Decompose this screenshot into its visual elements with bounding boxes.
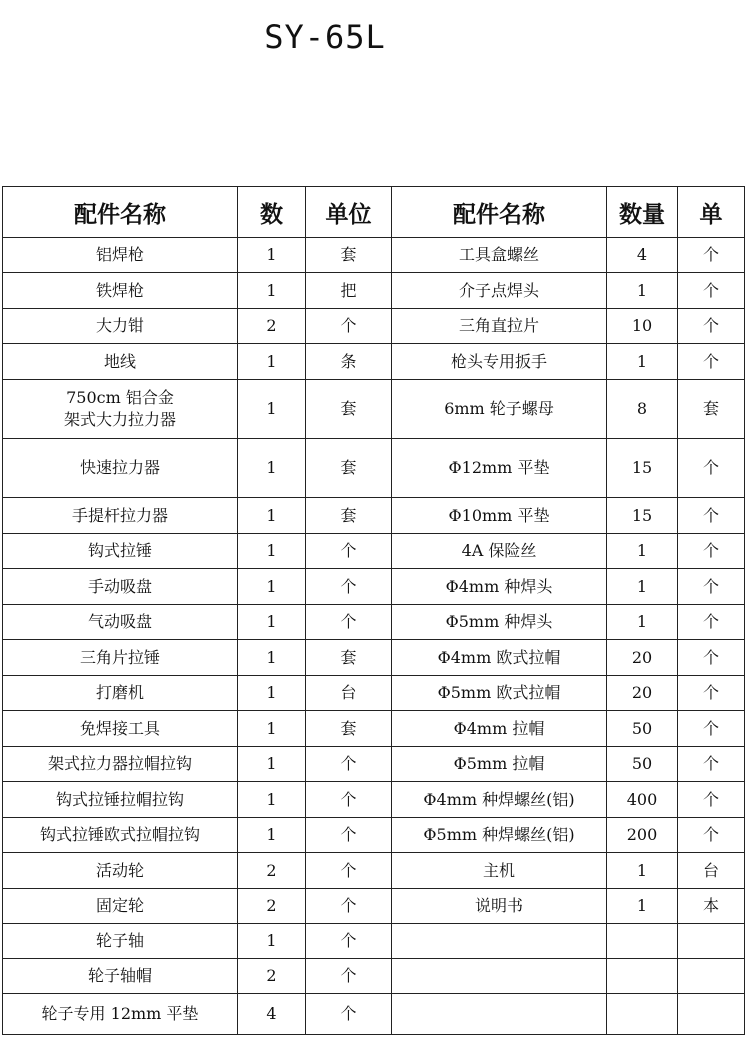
right-part-name: Φ4mm 拉帽 bbox=[392, 711, 607, 747]
right-part-unit: 个 bbox=[678, 782, 745, 818]
left-part-name: 轮子轴帽 bbox=[3, 959, 238, 994]
right-part-unit: 台 bbox=[678, 853, 745, 889]
left-part-name: 750cm 铝合金 架式大力拉力器 bbox=[3, 380, 238, 439]
right-part-unit: 个 bbox=[678, 640, 745, 676]
header-right-name: 配件名称 bbox=[392, 187, 607, 238]
left-part-qty: 1 bbox=[238, 498, 306, 534]
right-part-unit: 个 bbox=[678, 534, 745, 569]
table-row bbox=[3, 959, 745, 994]
right-part-unit: 个 bbox=[678, 818, 745, 853]
left-part-name: 钩式拉锤拉帽拉钩 bbox=[3, 782, 238, 818]
left-part-qty: 1 bbox=[238, 924, 306, 959]
left-part-qty: 4 bbox=[238, 994, 306, 1035]
left-part-qty: 2 bbox=[238, 853, 306, 889]
table-row bbox=[3, 439, 745, 498]
left-part-qty: 1 bbox=[238, 273, 306, 309]
table-row bbox=[3, 747, 745, 782]
header-left-unit: 单位 bbox=[306, 187, 392, 238]
left-part-qty: 1 bbox=[238, 676, 306, 711]
left-part-unit: 个 bbox=[306, 605, 392, 640]
right-part-name: Φ10mm 平垫 bbox=[392, 498, 607, 534]
left-part-unit: 套 bbox=[306, 238, 392, 273]
right-part-name: 6mm 轮子螺母 bbox=[392, 380, 607, 439]
left-part-name: 手动吸盘 bbox=[3, 569, 238, 605]
table-row bbox=[3, 640, 745, 676]
right-part-name: Φ5mm 拉帽 bbox=[392, 747, 607, 782]
left-part-qty: 1 bbox=[238, 747, 306, 782]
table-row bbox=[3, 569, 745, 605]
left-part-qty: 2 bbox=[238, 959, 306, 994]
left-part-name: 免焊接工具 bbox=[3, 711, 238, 747]
table-row bbox=[3, 380, 745, 439]
left-part-name: 固定轮 bbox=[3, 889, 238, 924]
right-part-name: Φ12mm 平垫 bbox=[392, 439, 607, 498]
right-part-unit: 个 bbox=[678, 273, 745, 309]
table-row bbox=[3, 534, 745, 569]
table-row bbox=[3, 676, 745, 711]
left-part-unit: 个 bbox=[306, 959, 392, 994]
right-part-unit bbox=[678, 959, 745, 994]
left-part-unit: 条 bbox=[306, 344, 392, 380]
right-part-name: Φ5mm 种焊螺丝(铝) bbox=[392, 818, 607, 853]
right-part-qty: 1 bbox=[607, 534, 678, 569]
table-row bbox=[3, 889, 745, 924]
right-part-qty bbox=[607, 959, 678, 994]
left-part-unit: 套 bbox=[306, 711, 392, 747]
left-part-qty: 1 bbox=[238, 640, 306, 676]
left-part-qty: 1 bbox=[238, 344, 306, 380]
right-part-name: Φ4mm 种焊头 bbox=[392, 569, 607, 605]
right-part-name: 说明书 bbox=[392, 889, 607, 924]
left-part-unit: 个 bbox=[306, 309, 392, 344]
table-row bbox=[3, 273, 745, 309]
left-part-unit: 个 bbox=[306, 889, 392, 924]
left-part-qty: 1 bbox=[238, 711, 306, 747]
left-part-unit: 个 bbox=[306, 853, 392, 889]
right-part-qty: 10 bbox=[607, 309, 678, 344]
left-part-unit: 个 bbox=[306, 924, 392, 959]
right-part-name: 三角直拉片 bbox=[392, 309, 607, 344]
left-part-unit: 个 bbox=[306, 818, 392, 853]
right-part-name: 主机 bbox=[392, 853, 607, 889]
right-part-unit: 本 bbox=[678, 889, 745, 924]
left-part-qty: 2 bbox=[238, 889, 306, 924]
left-part-unit: 套 bbox=[306, 380, 392, 439]
right-part-name: Φ4mm 种焊螺丝(铝) bbox=[392, 782, 607, 818]
left-part-name: 钩式拉锤 bbox=[3, 534, 238, 569]
left-part-name: 三角片拉锤 bbox=[3, 640, 238, 676]
right-part-unit: 个 bbox=[678, 605, 745, 640]
right-part-qty: 15 bbox=[607, 498, 678, 534]
left-part-name: 架式拉力器拉帽拉钩 bbox=[3, 747, 238, 782]
table-header-row bbox=[3, 187, 745, 238]
right-part-name: 介子点焊头 bbox=[392, 273, 607, 309]
right-part-unit bbox=[678, 994, 745, 1035]
right-part-qty: 1 bbox=[607, 605, 678, 640]
left-part-name: 铝焊枪 bbox=[3, 238, 238, 273]
right-part-qty: 1 bbox=[607, 889, 678, 924]
left-part-qty: 1 bbox=[238, 818, 306, 853]
table-row bbox=[3, 238, 745, 273]
right-part-name: Φ4mm 欧式拉帽 bbox=[392, 640, 607, 676]
right-part-name bbox=[392, 994, 607, 1035]
right-part-name: 枪头专用扳手 bbox=[392, 344, 607, 380]
left-part-unit: 个 bbox=[306, 569, 392, 605]
right-part-qty: 1 bbox=[607, 569, 678, 605]
left-part-unit: 台 bbox=[306, 676, 392, 711]
right-part-unit: 个 bbox=[678, 569, 745, 605]
right-part-qty: 50 bbox=[607, 747, 678, 782]
table-row bbox=[3, 924, 745, 959]
header-left-qty: 数 bbox=[238, 187, 306, 238]
right-part-name bbox=[392, 959, 607, 994]
left-part-name: 钩式拉锤欧式拉帽拉钩 bbox=[3, 818, 238, 853]
header-right-unit: 单 bbox=[678, 187, 745, 238]
left-part-name: 快速拉力器 bbox=[3, 439, 238, 498]
right-part-qty: 15 bbox=[607, 439, 678, 498]
right-part-unit: 套 bbox=[678, 380, 745, 439]
right-part-qty bbox=[607, 994, 678, 1035]
right-part-unit bbox=[678, 924, 745, 959]
left-part-unit: 个 bbox=[306, 747, 392, 782]
left-part-name: 打磨机 bbox=[3, 676, 238, 711]
parts-table bbox=[2, 186, 745, 1035]
right-part-unit: 个 bbox=[678, 238, 745, 273]
left-part-name: 地线 bbox=[3, 344, 238, 380]
right-part-qty: 4 bbox=[607, 238, 678, 273]
left-part-name: 大力钳 bbox=[3, 309, 238, 344]
table-row bbox=[3, 782, 745, 818]
right-part-unit: 个 bbox=[678, 309, 745, 344]
right-part-unit: 个 bbox=[678, 439, 745, 498]
left-part-unit: 个 bbox=[306, 534, 392, 569]
left-part-qty: 1 bbox=[238, 439, 306, 498]
left-part-qty: 1 bbox=[238, 380, 306, 439]
left-part-unit: 个 bbox=[306, 782, 392, 818]
left-part-unit: 套 bbox=[306, 498, 392, 534]
table-row bbox=[3, 994, 745, 1035]
right-part-unit: 个 bbox=[678, 711, 745, 747]
left-part-qty: 1 bbox=[238, 534, 306, 569]
left-part-name: 气动吸盘 bbox=[3, 605, 238, 640]
right-part-unit: 个 bbox=[678, 344, 745, 380]
left-part-qty: 1 bbox=[238, 569, 306, 605]
left-part-qty: 1 bbox=[238, 605, 306, 640]
right-part-name: 工具盒螺丝 bbox=[392, 238, 607, 273]
left-part-name: 轮子轴 bbox=[3, 924, 238, 959]
left-part-qty: 2 bbox=[238, 309, 306, 344]
right-part-unit: 个 bbox=[678, 676, 745, 711]
right-part-qty: 20 bbox=[607, 676, 678, 711]
table-row bbox=[3, 498, 745, 534]
left-part-name: 活动轮 bbox=[3, 853, 238, 889]
page-title: SY-65L bbox=[264, 18, 386, 56]
left-part-unit: 把 bbox=[306, 273, 392, 309]
right-part-name bbox=[392, 924, 607, 959]
right-part-name: 4A 保险丝 bbox=[392, 534, 607, 569]
header-left-name: 配件名称 bbox=[3, 187, 238, 238]
left-part-unit: 套 bbox=[306, 640, 392, 676]
right-part-qty: 20 bbox=[607, 640, 678, 676]
right-part-qty: 1 bbox=[607, 273, 678, 309]
left-part-name: 铁焊枪 bbox=[3, 273, 238, 309]
right-part-qty: 1 bbox=[607, 853, 678, 889]
right-part-qty: 200 bbox=[607, 818, 678, 853]
header-right-qty: 数量 bbox=[607, 187, 678, 238]
table-row bbox=[3, 818, 745, 853]
table-body bbox=[3, 238, 745, 1035]
left-part-name: 轮子专用 12mm 平垫 bbox=[3, 994, 238, 1035]
left-part-qty: 1 bbox=[238, 782, 306, 818]
right-part-name: Φ5mm 种焊头 bbox=[392, 605, 607, 640]
left-part-unit: 套 bbox=[306, 439, 392, 498]
right-part-name: Φ5mm 欧式拉帽 bbox=[392, 676, 607, 711]
table-row bbox=[3, 711, 745, 747]
right-part-qty: 1 bbox=[607, 344, 678, 380]
right-part-qty: 8 bbox=[607, 380, 678, 439]
right-part-qty: 50 bbox=[607, 711, 678, 747]
table-row bbox=[3, 344, 745, 380]
table-row bbox=[3, 309, 745, 344]
left-part-unit: 个 bbox=[306, 994, 392, 1035]
table-row bbox=[3, 605, 745, 640]
table-row bbox=[3, 853, 745, 889]
right-part-unit: 个 bbox=[678, 747, 745, 782]
right-part-unit: 个 bbox=[678, 498, 745, 534]
right-part-qty bbox=[607, 924, 678, 959]
left-part-qty: 1 bbox=[238, 238, 306, 273]
right-part-qty: 400 bbox=[607, 782, 678, 818]
left-part-name: 手提杆拉力器 bbox=[3, 498, 238, 534]
